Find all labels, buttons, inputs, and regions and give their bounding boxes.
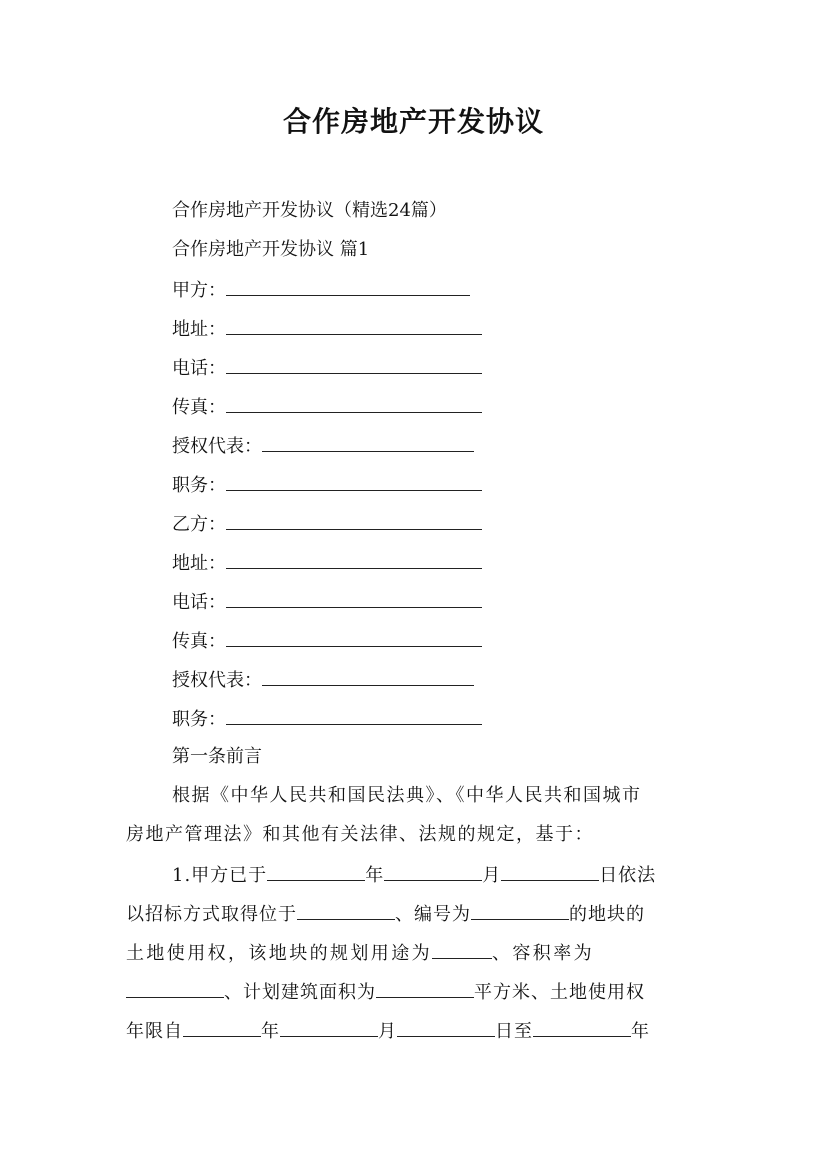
- clause-1-area-blank[interactable]: [376, 979, 474, 998]
- party-b-representative-label: 授权代表：: [172, 670, 262, 691]
- clause-1-text-o: 日至: [495, 1021, 533, 1042]
- clause-1-text-l: 年限自: [126, 1021, 183, 1042]
- clause-1-line-1: [126, 862, 748, 888]
- party-a-fax-label: 传真：: [172, 397, 226, 418]
- clause-1-start-year-blank[interactable]: [183, 1018, 261, 1037]
- clause-1-number-blank[interactable]: [471, 901, 569, 920]
- clause-1-year-blank[interactable]: [267, 862, 365, 881]
- party-a-phone-line: [172, 355, 482, 381]
- party-a-position-blank[interactable]: [226, 472, 482, 491]
- clause-1-start-day-blank[interactable]: [397, 1018, 495, 1037]
- party-b-address-blank[interactable]: [226, 550, 482, 569]
- clause-1-text-b: 年: [365, 865, 385, 886]
- party-a-representative-blank[interactable]: [262, 433, 474, 452]
- clause-1-text-e: 以招标方式取得位于: [126, 904, 297, 925]
- clause-1-text-k: 平方米、土地使用权: [474, 982, 645, 1003]
- party-b-position-line: [172, 706, 482, 732]
- party-a-address-label: 地址：: [172, 319, 226, 340]
- clause-1-text-m: 年: [261, 1021, 280, 1042]
- party-a-phone-label: 电话：: [172, 358, 226, 379]
- party-a-address-line: [172, 316, 482, 342]
- party-a-position-line: [172, 472, 482, 498]
- clause-1-text-j: 、计划建筑面积为: [224, 982, 376, 1003]
- preamble-line-2: 房地产管理法》和其他有关法律、法规的规定，基于：: [126, 824, 594, 845]
- party-a-label: 甲方：: [172, 280, 226, 301]
- clause-1-day-blank[interactable]: [501, 862, 599, 881]
- clause-1-text-c: 月: [482, 865, 502, 886]
- party-b-line: [172, 511, 482, 537]
- party-a-phone-blank[interactable]: [226, 355, 482, 374]
- clause-1-text-d: 日依法: [599, 865, 657, 886]
- party-a-position-label: 职务：: [172, 475, 226, 496]
- party-a-representative-label: 授权代表：: [172, 436, 262, 457]
- party-b-fax-label: 传真：: [172, 631, 226, 652]
- clause-1-line-2: [126, 901, 702, 927]
- clause-1-text-a: 1.甲方已于: [172, 865, 268, 886]
- party-b-blank[interactable]: [226, 511, 482, 530]
- party-b-address-label: 地址：: [172, 553, 226, 574]
- party-b-representative-line: [172, 667, 474, 693]
- clause-1-plot-ratio-blank[interactable]: [126, 979, 224, 998]
- clause-1-start-month-blank[interactable]: [280, 1018, 378, 1037]
- party-a-blank[interactable]: [226, 277, 470, 296]
- section-heading: 合作房地产开发协议 篇1: [172, 239, 370, 260]
- clause-1-text-f: 、编号为: [395, 904, 471, 925]
- party-b-phone-label: 电话：: [172, 592, 226, 613]
- party-a-line: [172, 277, 470, 303]
- article-1-heading: 第一条前言: [172, 746, 262, 767]
- party-b-phone-blank[interactable]: [226, 589, 482, 608]
- party-a-fax-blank[interactable]: [226, 394, 482, 413]
- preamble-line-1: 根据《中华人民共和国民法典》、《中华人民共和国城市: [172, 785, 642, 806]
- party-b-address-line: [172, 550, 482, 576]
- clause-1-text-n: 月: [378, 1021, 397, 1042]
- party-b-label: 乙方：: [172, 514, 226, 535]
- party-b-position-label: 职务：: [172, 709, 226, 730]
- party-b-position-blank[interactable]: [226, 706, 482, 725]
- clause-1-end-year-blank[interactable]: [533, 1018, 631, 1037]
- clause-1-text-h: 土地使用权，该地块的规划用途为: [126, 943, 432, 964]
- party-b-representative-blank[interactable]: [262, 667, 474, 686]
- clause-1-text-g: 的地块的: [569, 904, 645, 925]
- party-a-fax-line: [172, 394, 482, 420]
- clause-1-line-3: [126, 940, 702, 966]
- party-a-representative-line: [172, 433, 474, 459]
- clause-1-text-p: 年: [631, 1021, 650, 1042]
- document-title: 合作房地产开发协议: [282, 105, 544, 138]
- clause-1-line-4: [126, 979, 702, 1005]
- party-a-address-blank[interactable]: [226, 316, 482, 335]
- document-subtitle: 合作房地产开发协议（精选24篇）: [172, 200, 447, 221]
- clause-1-usage-blank[interactable]: [432, 940, 492, 959]
- clause-1-month-blank[interactable]: [384, 862, 482, 881]
- clause-1-location-blank[interactable]: [297, 901, 395, 920]
- party-b-phone-line: [172, 589, 482, 615]
- party-b-fax-blank[interactable]: [226, 628, 482, 647]
- clause-1-line-5: [126, 1018, 702, 1044]
- party-b-fax-line: [172, 628, 482, 654]
- clause-1-text-i: 、容积率为: [492, 943, 594, 964]
